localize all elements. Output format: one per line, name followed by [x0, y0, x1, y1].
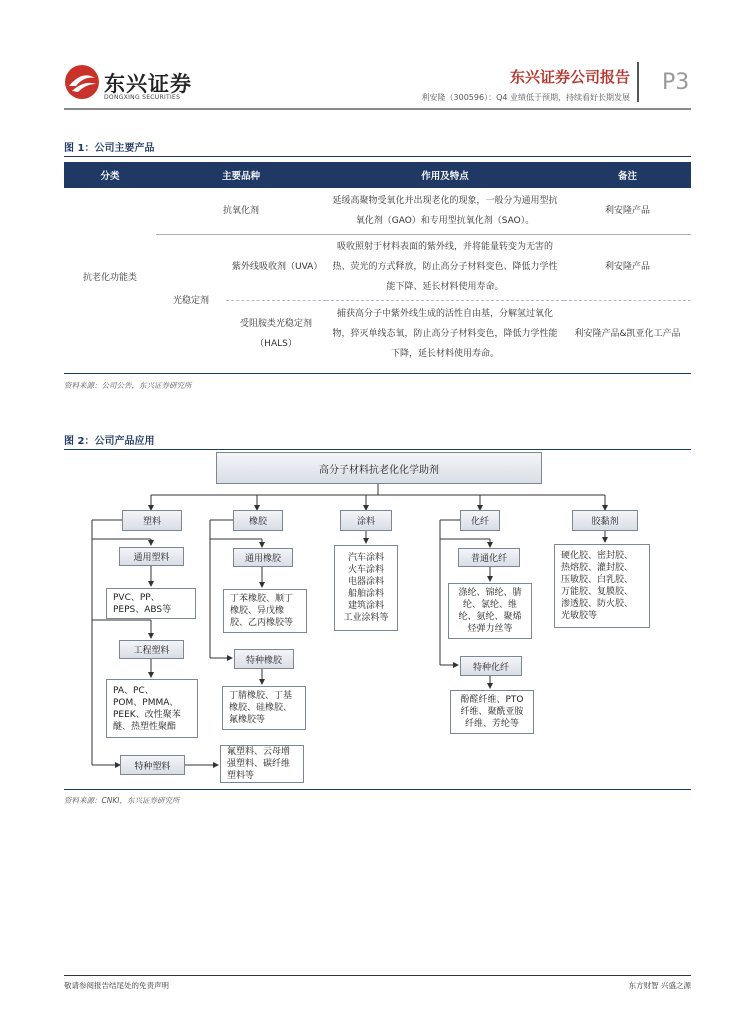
- general-plastics-list: PVC、PP、 PEPS、ABS等: [106, 588, 196, 619]
- coatings-list: 汽车涂料 火车涂料 电器涂料 船舶涂料 建筑涂料 工业涂料等: [334, 545, 398, 631]
- category-fiber: 化纤: [460, 510, 500, 531]
- group-cell: 光稳定剂: [156, 234, 226, 368]
- table-header: 作用及特点: [326, 162, 564, 188]
- footer-rule: [64, 975, 691, 976]
- general-fiber: 普通化纤: [458, 548, 520, 567]
- feature-cell: 延缓高聚物受氧化并出现老化的现象，一般分为通用型抗氧化剂（GAO）和专用型抗氧化剂（SAO）。: [332, 195, 558, 226]
- special-plastics: 特种塑料: [120, 755, 185, 775]
- table-header: 分类: [64, 162, 156, 188]
- special-fiber-list: 酚醛纤维、PTO 纤维、聚酰亚胺 纤维、芳纶等: [450, 690, 534, 734]
- general-rubber-list: 丁苯橡胶、顺丁 橡胶、异戊橡 胶、乙丙橡胶等: [223, 589, 307, 633]
- general-plastics: 通用塑料: [119, 547, 184, 566]
- figure2-title: 图 2：公司产品应用: [64, 436, 155, 447]
- variety-cell: 受阻胺类光稳定剂（HALS）: [226, 300, 326, 368]
- note-cell: 利安隆产品: [564, 234, 691, 300]
- footer-disclaimer: 敬请参阅报告结尾处的免责声明: [64, 981, 169, 990]
- engineering-plastics: 工程塑料: [119, 640, 184, 659]
- category-adhesives: 胶黏剂: [572, 510, 638, 531]
- variety-cell: 抗氧化剂: [222, 205, 259, 216]
- general-rubber: 通用橡胶: [233, 548, 293, 567]
- brand-name-en: DONGXING SECURITIES: [104, 94, 181, 101]
- feature-cell: 捕获高分子中紫外线生成的活性自由基，分解氢过氧化物，猝灭单线态氧，防止高分子材料变色，降低力学性能下降，延长材料使用寿命。: [326, 300, 564, 368]
- table-header: 备注: [564, 162, 691, 188]
- variety-cell: 紫外线吸收剂（UVA）: [226, 234, 326, 300]
- feature-cell: 吸收照射于材料表面的紫外线，并将能量转变为无害的热、荧光的方式释放，防止高分子材料变色、降低力学性能下降、延长材料使用寿命。: [326, 234, 564, 300]
- figure1-title: 图 1：公司主要产品: [64, 143, 155, 154]
- brand-name: 东兴证券: [104, 72, 192, 96]
- category-rubber: 橡胶: [233, 510, 283, 531]
- figure2-source: 资料来源：CNKI，东兴证券研究所: [64, 796, 180, 805]
- note-cell: 利安隆产品: [604, 205, 650, 216]
- special-fiber: 特种化纤: [460, 656, 522, 676]
- figure1-source: 资料来源：公司公告，东兴证券研究所: [64, 381, 192, 390]
- category-plastics: 塑料: [122, 510, 182, 531]
- special-rubber: 特种橡胶: [234, 649, 294, 669]
- report-subtitle: 利安隆（300596）：Q4 业绩低于预期，持续看好长期发展: [421, 93, 630, 102]
- special-plastics-list: 氟塑料、云母增 强塑料、碳纤维 塑料等: [220, 745, 304, 783]
- category-coatings: 涂料: [340, 510, 392, 531]
- report-type: 东兴证券公司报告: [509, 68, 630, 86]
- general-fiber-list: 涤纶、锦纶、腈 纶、氯纶、维 纶、氨纶、聚烯 烃弹力丝等: [448, 583, 532, 639]
- diagram-root: 高分子材料抗老化化学助剂: [216, 452, 542, 484]
- figure2-bottom-rule: [64, 789, 691, 790]
- note-cell: 利安隆产品&凯亚化工产品: [564, 300, 691, 368]
- special-rubber-list: 丁腈橡胶、丁基 橡胶、硅橡胶、 氟橡胶等: [222, 686, 306, 730]
- engineering-plastics-list: PA、PC、 POM、PMMA、 PEEK、改性聚苯 醚、热塑性聚酯: [106, 679, 198, 738]
- page-number: P3: [662, 70, 690, 95]
- footer-slogan: 东方财智 兴盛之源: [628, 981, 691, 990]
- adhesives-list: 硬化胶、密封胶、 热熔胶、灌封胶、 压敏胶、白乳胶、 万能胶、复膜胶、 渗透胶、防火胶、 光敏胶等: [554, 544, 650, 628]
- category-cell: 抗老化功能类: [82, 273, 137, 283]
- table-header: 主要品种: [156, 162, 326, 188]
